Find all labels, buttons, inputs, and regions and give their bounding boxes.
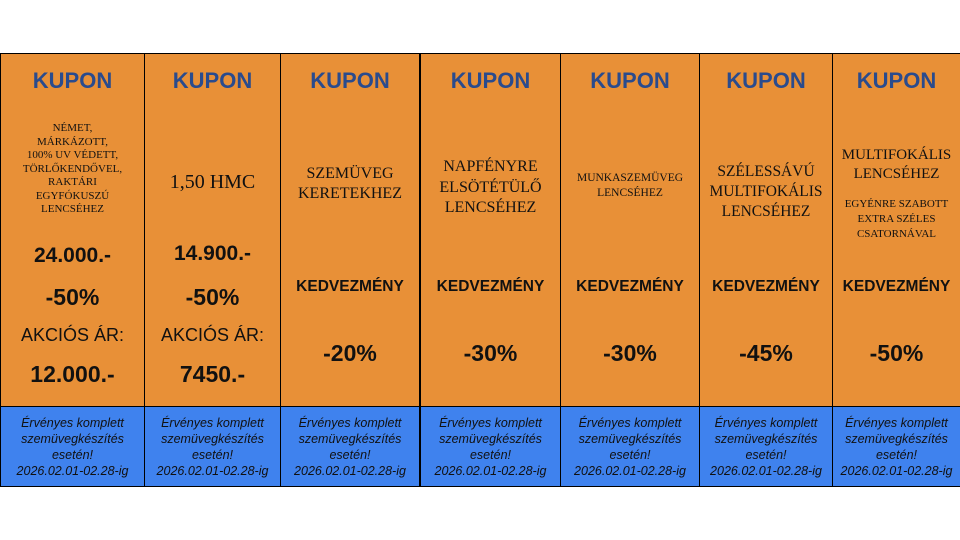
coupon-description: SZÉLESSÁVÚ MULTIFOKÁLIS LENCSÉHEZ (709, 163, 823, 220)
validity-box (144, 406, 280, 487)
coupon-card-3 (280, 53, 419, 487)
validity-box (419, 406, 560, 487)
validity-text: Érvényes komplett szemüvegkészítés esetén! 2026.02.01-02.28-ig (156, 415, 269, 478)
coupon-description: NAPFÉNYRE ELSÖTÉTÜLŐ LENCSÉHEZ (439, 158, 542, 216)
coupon-description: 1,50 HMC (169, 171, 256, 193)
validity-text: Érvényes komplett szemüvegkészítés esetén! 2026.02.01-02.28-ig (16, 415, 129, 478)
coupon-card-4 (419, 53, 560, 487)
sale-price-label: AKCIÓS ÁR: (20, 325, 125, 345)
discount-percent: -45% (739, 340, 793, 366)
coupon-title: KUPON (32, 68, 113, 93)
coupon-card-7 (832, 53, 960, 487)
discount-percent: -20% (323, 340, 377, 366)
original-price: 14.900.- (173, 242, 252, 265)
sale-price: 7450.- (179, 361, 246, 387)
coupon-title: KUPON (172, 68, 253, 93)
discount-percent: -50% (869, 340, 924, 366)
coupon-description: NÉMET, MÁRKÁZOTT, 100% UV VÉDETT, TÖRLŐKENDŐVEL, RAKTÁRI EGYFÓKUSZÚ LENCSÉHEZ (22, 122, 123, 215)
discount-label: KEDVEZMÉNY (436, 278, 545, 295)
validity-text: Érvényes komplett szemüvegkészítés esetén! 2026.02.01-02.28-ig (840, 415, 953, 478)
discount-label: KEDVEZMÉNY (712, 278, 820, 295)
coupon-body (419, 53, 560, 406)
coupon-title: KUPON (450, 68, 531, 93)
original-price: 24.000.- (33, 244, 112, 267)
coupon-body (699, 53, 832, 406)
validity-box (699, 406, 832, 487)
coupon-subdescription: EGYÉNRE SZABOTT EXTRA SZÉLES CSATORNÁVAL (844, 198, 949, 240)
validity-text: Érvényes komplett szemüvegkészítés esetén! 2026.02.01-02.28-ig (434, 415, 547, 478)
sale-price-label: AKCIÓS ÁR: (160, 325, 265, 345)
coupon-card-2 (144, 53, 280, 487)
validity-text: Érvényes komplett szemüvegkészítés esetén! 2026.02.01-02.28-ig (710, 415, 822, 478)
coupon-card-6 (699, 53, 832, 487)
discount-label: KEDVEZMÉNY (296, 278, 404, 295)
discount-percent: -50% (45, 284, 100, 310)
discount-percent: -30% (603, 340, 657, 366)
coupon-body (144, 53, 280, 406)
discount-percent: -50% (185, 284, 240, 310)
coupon-card-5 (560, 53, 699, 487)
discount-percent: -30% (463, 340, 518, 366)
validity-text: Érvényes komplett szemüvegkészítés esetén! 2026.02.01-02.28-ig (294, 415, 406, 478)
coupon-body (280, 53, 419, 406)
validity-box (0, 406, 144, 487)
coupon-description: MULTIFOKÁLIS LENCSÉHEZ (841, 147, 952, 182)
validity-box (832, 406, 960, 487)
coupon-board (0, 53, 960, 487)
coupon-body (832, 53, 960, 406)
coupon-title: KUPON (590, 68, 670, 93)
discount-label: KEDVEZMÉNY (842, 278, 951, 295)
validity-box (560, 406, 699, 487)
validity-box (280, 406, 419, 487)
coupon-description: SZEMÜVEG KERETEKHEZ (298, 165, 402, 202)
coupon-title: KUPON (726, 68, 806, 93)
coupon-body (560, 53, 699, 406)
coupon-body (0, 53, 144, 406)
coupon-description: MUNKASZEMÜVEG LENCSÉHEZ (576, 172, 684, 199)
coupon-title: KUPON (856, 68, 937, 93)
coupon-title: KUPON (310, 68, 390, 93)
validity-text: Érvényes komplett szemüvegkészítés esetén! 2026.02.01-02.28-ig (574, 415, 686, 478)
discount-label: KEDVEZMÉNY (576, 278, 684, 295)
coupon-card-1 (0, 53, 144, 487)
sale-price: 12.000.- (30, 361, 115, 387)
